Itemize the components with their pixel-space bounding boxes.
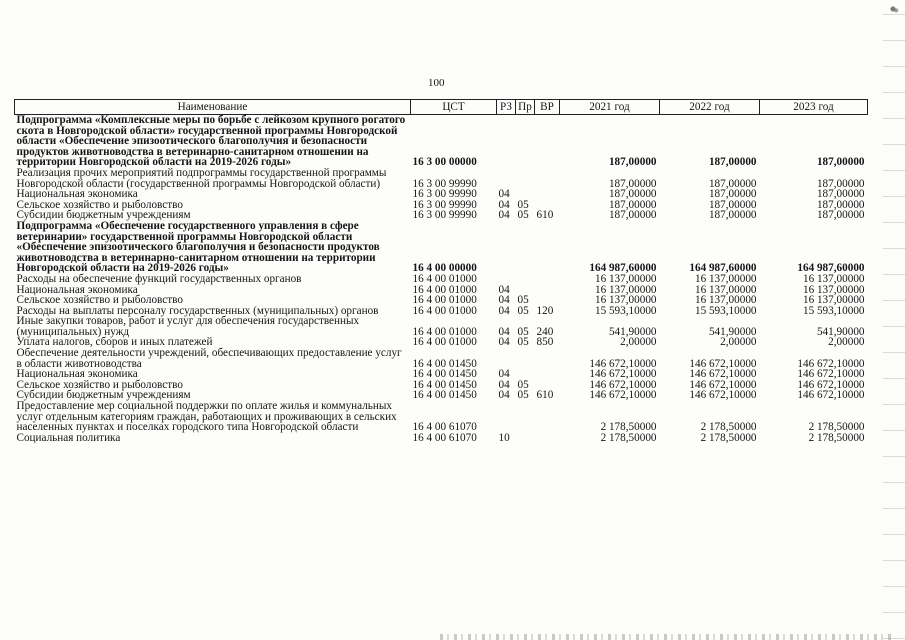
cell-vr xyxy=(535,401,560,433)
cell-rz: 04 xyxy=(498,283,510,296)
cell-2022: 541,90000 xyxy=(708,325,757,338)
cell-name: Субсидии бюджетным учреждениям xyxy=(16,389,191,402)
cell-rz: 04 xyxy=(498,198,510,211)
header-cst: ЦСТ xyxy=(411,100,497,115)
cell-rz xyxy=(497,274,516,285)
cell-cst: 16 4 00 61070 xyxy=(412,431,477,444)
cell-2022: 146 672,10000 xyxy=(689,378,757,391)
cell-2022: 187,00000 xyxy=(708,156,757,169)
cell-2022: 187,00000 xyxy=(708,188,757,201)
cell-2022: 146 672,10000 xyxy=(689,389,757,402)
cell-cst: 16 4 00 01450 xyxy=(412,357,477,370)
cell-2021: 16 137,00000 xyxy=(594,272,657,285)
cell-2022: 2 178,50000 xyxy=(700,421,757,434)
cell-rz: 04 xyxy=(498,294,510,307)
cell-2023: 187,00000 xyxy=(816,188,865,201)
cell-name: Сельское хозяйство и рыболовство xyxy=(16,294,183,307)
cell-pr: 05 xyxy=(517,389,529,402)
cell-2023: 16 137,00000 xyxy=(802,294,865,307)
cell-pr: 05 xyxy=(517,294,529,307)
cell-rz xyxy=(497,221,516,274)
cell-pr: 05 xyxy=(517,336,529,349)
cell-2023: 146 672,10000 xyxy=(797,357,865,370)
cell-vr: 850 xyxy=(536,336,554,349)
cell-vr xyxy=(535,369,560,380)
budget-table xyxy=(14,99,868,443)
cell-cst: 16 3 00 99990 xyxy=(412,188,477,201)
cell-2022: 187,00000 xyxy=(708,209,757,222)
cell-rz: 04 xyxy=(498,325,510,338)
scan-bottom-noise xyxy=(440,634,895,640)
cell-2021: 187,00000 xyxy=(608,177,657,190)
cell-rz: 04 xyxy=(498,209,510,222)
cell-pr xyxy=(516,221,535,274)
cell-cst: 16 4 00 61070 xyxy=(412,421,477,434)
cell-2023: 164 987,60000 xyxy=(797,262,865,275)
cell-rz: 10 xyxy=(498,431,510,444)
cell-2021: 16 137,00000 xyxy=(594,283,657,296)
cell-pr: 05 xyxy=(517,209,529,222)
cell-2023: 146 672,10000 xyxy=(797,378,865,391)
cell-name: Подпрограмма «Комплексные меры по борьбе с лейкозом крупного рогатого скота в Новгородской области» государственной программы Новгородской области «Обеспечение эпизоотического благополучия и безопасности продуктов животноводства в ветеринарно-санитарном отношении на территории Новгородской области на 2019-2026 годы» xyxy=(16,114,406,169)
cell-2023: 187,00000 xyxy=(816,177,865,190)
cell-cst: 16 4 00 01000 xyxy=(412,283,477,296)
cell-2023: 146 672,10000 xyxy=(797,389,865,402)
table-row xyxy=(15,168,868,189)
cell-pr xyxy=(516,348,535,369)
cell-rz: 04 xyxy=(498,389,510,402)
cell-2023: 187,00000 xyxy=(816,156,865,169)
cell-cst: 16 4 00 01000 xyxy=(412,304,477,317)
header-2022: 2022 год xyxy=(660,100,760,115)
cell-2022: 16 137,00000 xyxy=(694,294,757,307)
cell-vr xyxy=(535,433,560,444)
cell-name: Сельское хозяйство и рыболовство xyxy=(16,378,183,391)
cell-cst: 16 4 00 00000 xyxy=(412,262,477,275)
cell-2021: 2 178,50000 xyxy=(600,431,657,444)
cell-vr: 610 xyxy=(536,209,554,222)
cell-2021: 16 137,00000 xyxy=(594,294,657,307)
cell-2021: 187,00000 xyxy=(608,156,657,169)
cell-vr: 240 xyxy=(536,325,554,338)
cell-name: Национальная экономика xyxy=(16,188,138,201)
cell-rz xyxy=(497,348,516,369)
cell-2021: 15 593,10000 xyxy=(594,304,657,317)
header-rz: РЗ xyxy=(497,100,516,115)
cell-cst: 16 4 00 01450 xyxy=(412,368,477,381)
cell-2021: 2,00000 xyxy=(620,336,657,349)
cell-2023: 16 137,00000 xyxy=(802,283,865,296)
scan-edge-noise xyxy=(883,0,905,640)
header-name: Наименование xyxy=(15,100,411,115)
cell-vr: 120 xyxy=(536,304,554,317)
cell-2022: 164 987,60000 xyxy=(689,262,757,275)
cell-2021: 164 987,60000 xyxy=(589,262,657,275)
cell-name: Субсидии бюджетным учреждениям xyxy=(16,209,191,222)
cell-name: Национальная экономика xyxy=(16,283,138,296)
cell-cst: 16 4 00 01450 xyxy=(412,378,477,391)
cell-name: Национальная экономика xyxy=(16,368,138,381)
cell-pr xyxy=(516,274,535,285)
cell-rz: 04 xyxy=(498,336,510,349)
cell-rz: 04 xyxy=(498,188,510,201)
cell-cst: 16 3 00 99990 xyxy=(412,209,477,222)
cell-2022: 187,00000 xyxy=(708,198,757,211)
header-vr: ВР xyxy=(535,100,560,115)
cell-2021: 187,00000 xyxy=(608,209,657,222)
page-number: 100 xyxy=(428,77,445,89)
cell-name: Подпрограмма «Обеспечение государственного управления в сфере ветеринарии» государственной программы Новгородской области «Обеспечение эпизоотического благополучия и безопасности продуктов животноводства в ветеринарно-санитарном отношении на территории Новгородской области на 2019-2026 годы» xyxy=(16,219,380,275)
cell-2023: 187,00000 xyxy=(816,209,865,222)
cell-2021: 146 672,10000 xyxy=(589,389,657,402)
cell-rz xyxy=(497,401,516,433)
cell-2021: 541,90000 xyxy=(608,325,657,338)
cell-cst: 16 4 00 01450 xyxy=(412,389,477,402)
cell-rz xyxy=(497,115,516,168)
cell-vr xyxy=(535,285,560,296)
cell-name: Социальная политика xyxy=(16,431,121,444)
cell-name: Обеспечение деятельности учреждений, обеспечивающих предоставление услуг в области животноводства xyxy=(16,347,402,370)
table-row xyxy=(15,115,868,168)
cell-name: Расходы на выплаты персоналу государственных (муниципальных) органов xyxy=(16,304,379,317)
cell-name: Расходы на обеспечение функций государственных органов xyxy=(16,272,302,285)
cell-rz: 04 xyxy=(498,368,510,381)
cell-rz xyxy=(497,168,516,189)
table-header-row xyxy=(15,100,868,115)
cell-cst: 16 3 00 00000 xyxy=(412,156,477,169)
cell-name: Уплата налогов, сборов и иных платежей xyxy=(16,336,213,349)
cell-2023: 146 672,10000 xyxy=(797,368,865,381)
cell-2023: 187,00000 xyxy=(816,198,865,211)
cell-vr xyxy=(535,168,560,189)
cell-vr: 610 xyxy=(536,389,554,402)
cell-2023: 2,00000 xyxy=(828,336,865,349)
cell-2022: 2,00000 xyxy=(720,336,757,349)
cell-2021: 187,00000 xyxy=(608,198,657,211)
header-2023: 2023 год xyxy=(760,100,868,115)
cell-name: Сельское хозяйство и рыболовство xyxy=(16,198,183,211)
cell-pr xyxy=(516,433,535,444)
table-row xyxy=(15,401,868,433)
cell-2023: 2 178,50000 xyxy=(808,431,865,444)
table-row xyxy=(15,348,868,369)
cell-pr: 05 xyxy=(517,378,529,391)
cell-2022: 2 178,50000 xyxy=(700,431,757,444)
cell-pr xyxy=(516,168,535,189)
cell-name: Предоставление мер социальной поддержки по оплате жилья и коммунальных услуг отдельным категориям граждан, работающих и проживающих в сельских населенных пунктах и поселках городского типа Новгородской области xyxy=(16,400,397,434)
cell-vr xyxy=(535,274,560,285)
table-row xyxy=(15,316,868,337)
cell-2022: 187,00000 xyxy=(708,177,757,190)
cell-rz: 04 xyxy=(498,378,510,391)
table-row xyxy=(15,433,868,444)
cell-pr xyxy=(516,401,535,433)
cell-2022: 16 137,00000 xyxy=(694,272,757,285)
cell-cst: 16 3 00 99990 xyxy=(412,198,477,211)
cell-cst: 16 4 00 01000 xyxy=(412,336,477,349)
table-row xyxy=(15,221,868,274)
cell-2021: 146 672,10000 xyxy=(589,368,657,381)
cell-name: Реализация прочих мероприятий подпрограммы государственной программы Новгородской области (государственной программы Новгородской области) xyxy=(16,166,387,190)
table-body xyxy=(15,115,868,444)
cell-2023: 2 178,50000 xyxy=(808,421,865,434)
table-row xyxy=(15,274,868,285)
cell-pr: 05 xyxy=(517,325,529,338)
header-2021: 2021 год xyxy=(560,100,660,115)
cell-2023: 541,90000 xyxy=(816,325,865,338)
cell-2023: 16 137,00000 xyxy=(802,272,865,285)
cell-2021: 146 672,10000 xyxy=(589,357,657,370)
cell-cst: 16 4 00 01000 xyxy=(412,272,477,285)
cell-2022: 146 672,10000 xyxy=(689,357,757,370)
cell-pr: 05 xyxy=(517,198,529,211)
cell-cst: 16 3 00 99990 xyxy=(412,177,477,190)
cell-rz: 04 xyxy=(498,304,510,317)
cell-cst: 16 4 00 01000 xyxy=(412,325,477,338)
cell-2021: 2 178,50000 xyxy=(600,421,657,434)
cell-2022: 15 593,10000 xyxy=(694,304,757,317)
header-pr: Пр xyxy=(516,100,535,115)
cell-2021: 146 672,10000 xyxy=(589,378,657,391)
cell-vr xyxy=(535,189,560,200)
cell-cst: 16 4 00 01000 xyxy=(412,294,477,307)
cell-2023: 15 593,10000 xyxy=(802,304,865,317)
cell-2021: 187,00000 xyxy=(608,188,657,201)
cell-vr xyxy=(535,348,560,369)
cell-2022: 16 137,00000 xyxy=(694,283,757,296)
cell-pr: 05 xyxy=(517,304,529,317)
cell-2022: 146 672,10000 xyxy=(689,368,757,381)
cell-vr xyxy=(535,221,560,274)
cell-vr xyxy=(535,115,560,168)
cell-name: Иные закупки товаров, работ и услуг для обеспечения государственных (муниципальных) нужд xyxy=(16,315,360,338)
cell-pr xyxy=(516,115,535,168)
